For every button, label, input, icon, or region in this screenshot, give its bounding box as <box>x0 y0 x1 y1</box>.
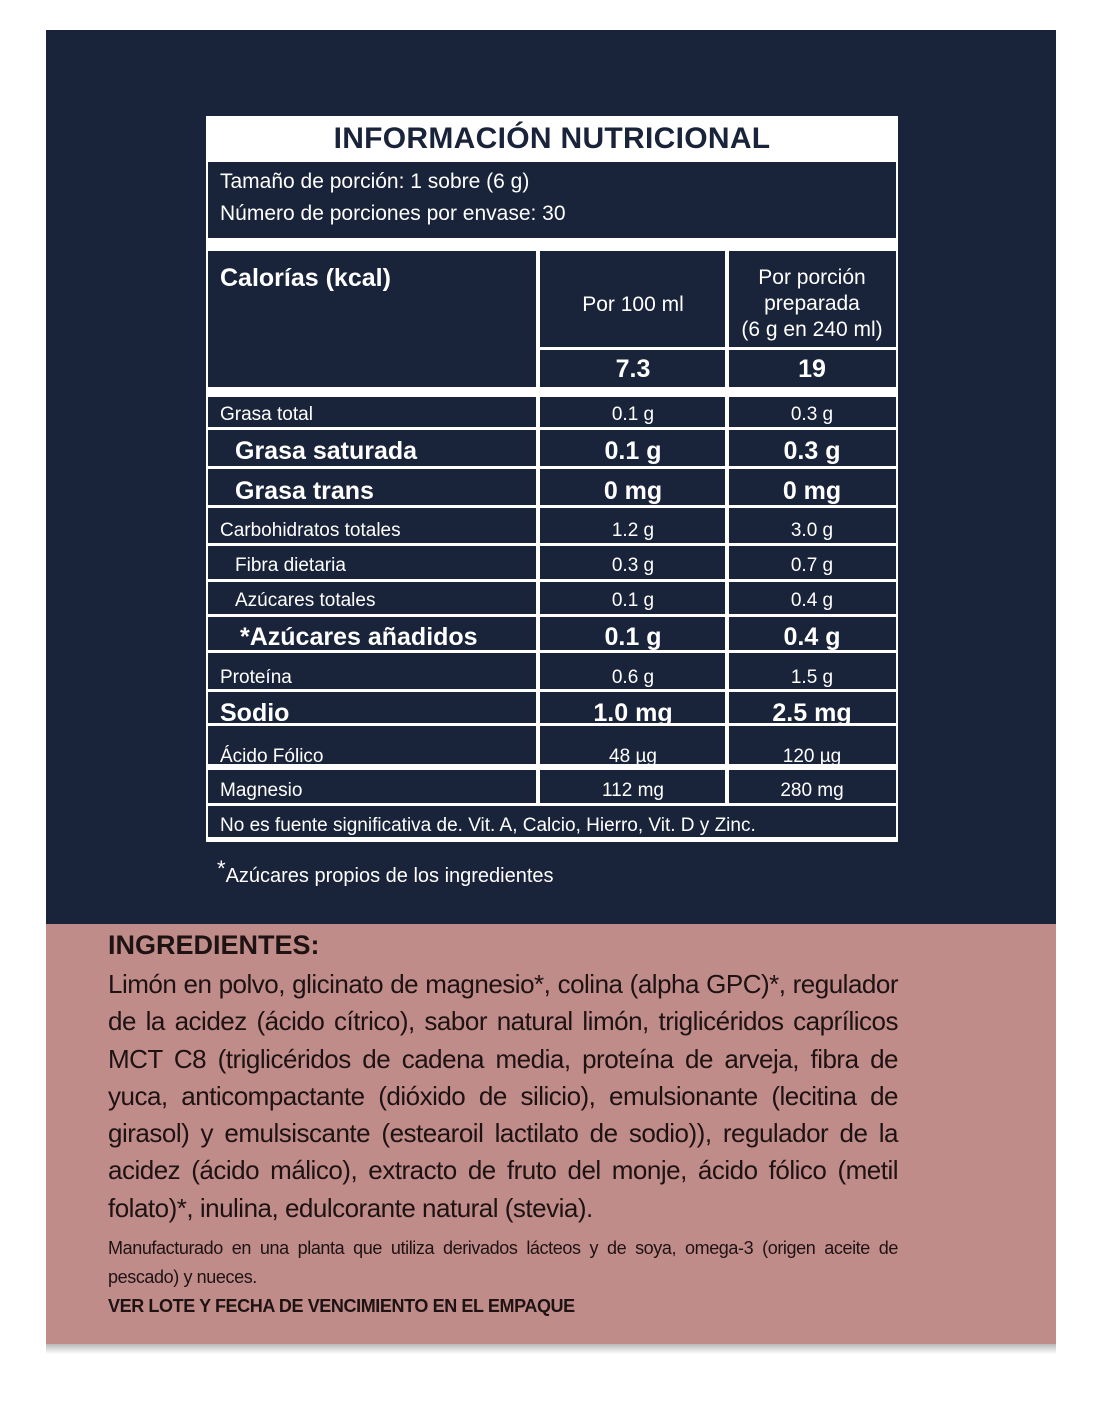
nutrient-per-serving: 280 mg <box>780 780 844 801</box>
column-header-per-serving-line1: Por porción <box>758 266 866 289</box>
nutrient-label: Grasa trans <box>235 477 374 505</box>
nutrient-per-serving: 2.5 mg <box>772 699 852 727</box>
column-header-per-serving-line3: (6 g en 240 ml) <box>741 318 883 341</box>
nutrient-per-serving: 0.4 g <box>790 590 834 611</box>
nutrient-label: Ácido Fólico <box>220 746 324 767</box>
nutrient-per-100ml: 1.2 g <box>611 520 655 541</box>
nutrient-per-100ml: 0 mg <box>603 477 663 505</box>
nutrient-label: Carbohidratos totales <box>220 520 401 541</box>
nutrient-per-serving: 3.0 g <box>790 520 834 541</box>
nutrient-per-100ml: 48 µg <box>609 746 657 767</box>
nutrient-per-serving: 0 mg <box>782 477 842 505</box>
divider <box>208 837 896 840</box>
lot-note: VER LOTE Y FECHA DE VENCIMIENTO EN EL EMPAQUE <box>108 1296 575 1316</box>
servings-per-container: Número de porciones por envase: 30 <box>220 202 566 225</box>
box-shadow <box>46 1344 1056 1354</box>
column-header-per-serving-line2: preparada <box>764 292 860 315</box>
divider <box>208 466 896 469</box>
nutrient-per-serving: 0.3 g <box>783 437 841 465</box>
calories-per-serving: 19 <box>798 355 826 383</box>
nutrient-per-serving: 1.5 g <box>790 667 834 688</box>
nutrient-per-100ml: 0.1 g <box>604 437 662 465</box>
nutrient-label: *Azúcares añadidos <box>240 623 478 651</box>
nutrition-facts-table <box>206 116 898 842</box>
divider <box>208 427 896 430</box>
divider <box>208 543 896 546</box>
thick-divider <box>208 238 896 251</box>
column-divider <box>536 251 540 387</box>
nutrient-label: Magnesio <box>220 780 303 801</box>
divider <box>208 614 896 617</box>
divider <box>538 347 896 350</box>
nutrient-label: Proteína <box>220 667 292 688</box>
nutrient-per-serving: 0.7 g <box>790 555 834 576</box>
nutrient-per-100ml: 0.3 g <box>611 555 655 576</box>
nutrient-per-100ml: 112 mg <box>602 780 664 801</box>
nutrient-label: Sodio <box>220 699 290 727</box>
nutrient-label: Grasa total <box>220 404 313 425</box>
serving-size: Tamaño de porción: 1 sobre (6 g) <box>220 170 530 193</box>
nutrient-per-100ml: 0.1 g <box>611 404 655 425</box>
divider <box>208 579 896 582</box>
nutrient-label: Azúcares totales <box>235 590 376 611</box>
nutrient-per-100ml: 1.0 mg <box>593 699 673 727</box>
nutrient-per-serving: 120 µg <box>782 746 842 767</box>
divider <box>208 803 896 806</box>
nutrition-title: INFORMACIÓN NUTRICIONAL <box>333 122 771 155</box>
nutrient-label: Fibra dietaria <box>235 555 346 576</box>
footnote <box>217 856 554 888</box>
calories-per-100ml: 7.3 <box>615 355 651 383</box>
ingredients-title: INGREDIENTES: <box>108 930 320 960</box>
table-footer: No es fuente significativa de. Vit. A, Calcio, Hierro, Vit. D y Zinc. <box>220 815 756 836</box>
nutrition-section <box>46 30 1056 924</box>
nutrient-label: Grasa saturada <box>235 437 418 465</box>
column-header-per-100ml: Por 100 ml <box>582 293 684 316</box>
column-divider <box>536 397 540 803</box>
calories-label: Calorías (kcal) <box>220 264 391 292</box>
ingredients-text: Limón en polvo, glicinato de magnesio*, colina (alpha GPC)*, regulador de la acidez (ácido cítrico), sabor natural limón, triglicéridos caprílicos MCT C8 (triglicéridos de cadena media, proteína de arveja, fibra de yuca, anticompactante (dióxido de silicio), emulsionante (lecitina de girasol) y emulsiscante (estearoil lactilato de sodio)), regulador de la acidez (ácido málico), extracto de fruto del monje, ácido fólico (metil folato)*, inulina, edulcorante natural (stevia). <box>108 969 898 1223</box>
divider <box>208 689 896 692</box>
nutrient-per-100ml: 0.1 g <box>604 623 662 651</box>
manufacturing-note: Manufacturado en una planta que utiliza derivados lácteos y de soya, omega-3 (origen aceite de pescado) y nueces. <box>108 1238 898 1287</box>
nutrient-per-serving: 0.3 g <box>790 404 834 425</box>
thick-divider <box>208 387 896 397</box>
footnote-text: Azúcares propios de los ingredientes <box>225 865 554 887</box>
nutrient-per-100ml: 0.6 g <box>611 667 655 688</box>
footnote-mark: * <box>217 856 226 881</box>
nutrient-per-100ml: 0.1 g <box>611 590 655 611</box>
nutrient-per-serving: 0.4 g <box>783 623 841 651</box>
